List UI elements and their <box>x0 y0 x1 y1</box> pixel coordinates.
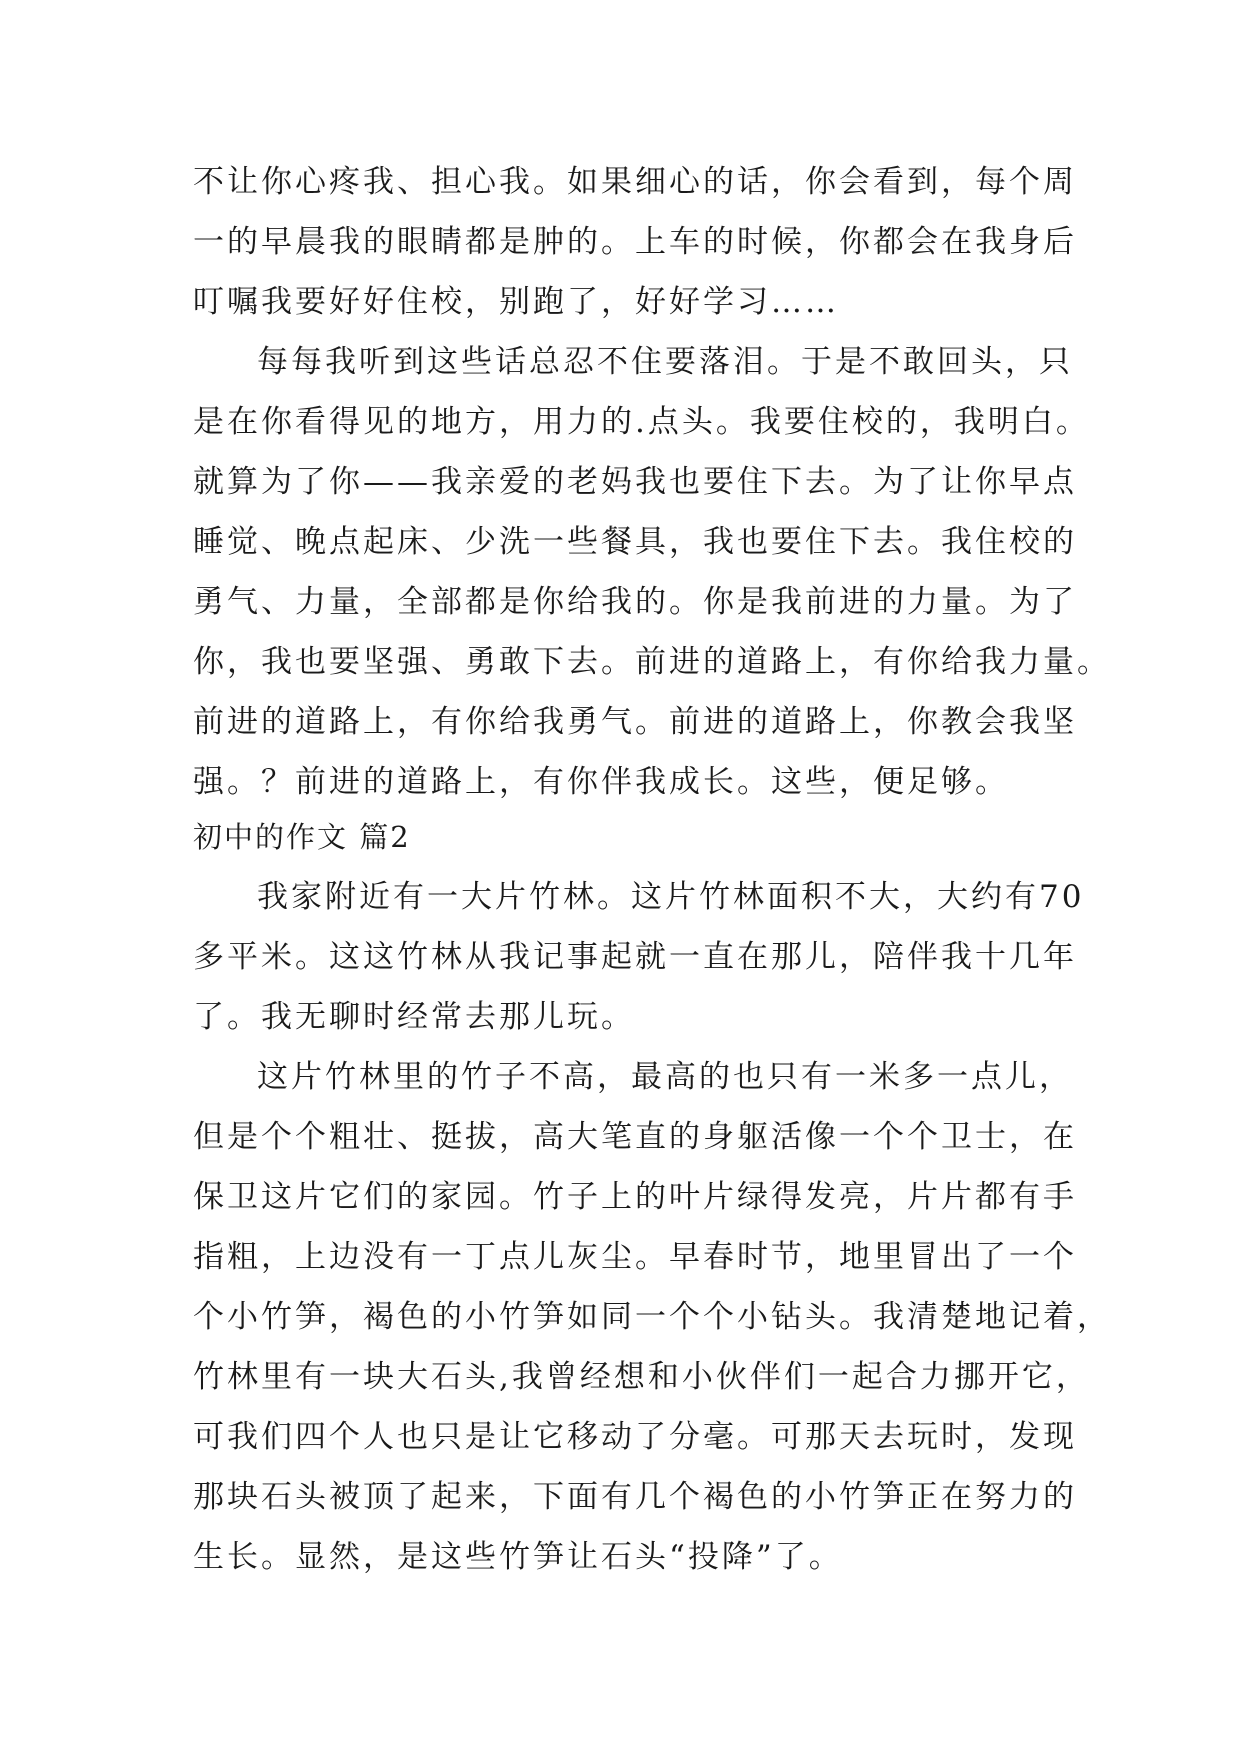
paragraph-line: 这片竹林里的竹子不高，最高的也只有一米多一点儿， <box>257 1059 1073 1095</box>
paragraph-line: 你，我也要坚强、勇敢下去。前进的道路上，有你给我力量。 <box>193 644 1111 680</box>
paragraph-line: 强。？前进的道路上，有你伴我成长。这些，便足够。 <box>193 764 1009 800</box>
paragraph-line: 生长。显然，是这些竹笋让石头“投降”了。 <box>193 1539 843 1575</box>
paragraph-line: 一的早晨我的眼睛都是肿的。上车的时候，你都会在我身后 <box>193 224 1077 260</box>
paragraph-line: 我家附近有一大片竹林。这片竹林面积不大，大约有70 <box>257 879 1085 915</box>
paragraph-line: 保卫这片它们的家园。竹子上的叶片绿得发亮，片片都有手 <box>193 1179 1077 1215</box>
paragraph-line: 那块石头被顶了起来，下面有几个褐色的小竹笋正在努力的 <box>193 1479 1077 1515</box>
section-heading: 初中的作文 篇2 <box>193 820 411 854</box>
paragraph-line: 多平米。这这竹林从我记事起就一直在那儿，陪伴我十几年 <box>193 939 1077 975</box>
paragraph-line: 是在你看得见的地方，用力的.点头。我要住校的，我明白。 <box>193 404 1090 440</box>
paragraph-line: 就算为了你——我亲爱的老妈我也要住下去。为了让你早点 <box>193 464 1077 500</box>
paragraph-line: 了。我无聊时经常去那儿玩。 <box>193 999 635 1035</box>
paragraph-line: 竹林里有一块大石头,我曾经想和小伙伴们一起合力挪开它， <box>193 1359 1090 1395</box>
paragraph-line: 睡觉、晚点起床、少洗一些餐具，我也要住下去。我住校的 <box>193 524 1077 560</box>
paragraph-line: 但是个个粗壮、挺拔，高大笔直的身躯活像一个个卫士，在 <box>193 1119 1077 1155</box>
paragraph-line: 叮嘱我要好好住校，别跑了，好好学习…… <box>193 284 839 320</box>
paragraph-line: 不让你心疼我、担心我。如果细心的话，你会看到，每个周 <box>193 164 1077 200</box>
paragraph-line: 前进的道路上，有你给我勇气。前进的道路上，你教会我坚 <box>193 704 1077 740</box>
paragraph-line: 勇气、力量，全部都是你给我的。你是我前进的力量。为了 <box>193 584 1077 620</box>
paragraph-line: 个小竹笋，褐色的小竹笋如同一个个小钻头。我清楚地记着， <box>193 1299 1111 1335</box>
paragraph-line: 可我们四个人也只是让它移动了分毫。可那天去玩时，发现 <box>193 1419 1077 1455</box>
paragraph-line: 每每我听到这些话总忍不住要落泪。于是不敢回头，只 <box>257 344 1073 380</box>
paragraph-line: 指粗，上边没有一丁点儿灰尘。早春时节，地里冒出了一个 <box>193 1239 1077 1275</box>
